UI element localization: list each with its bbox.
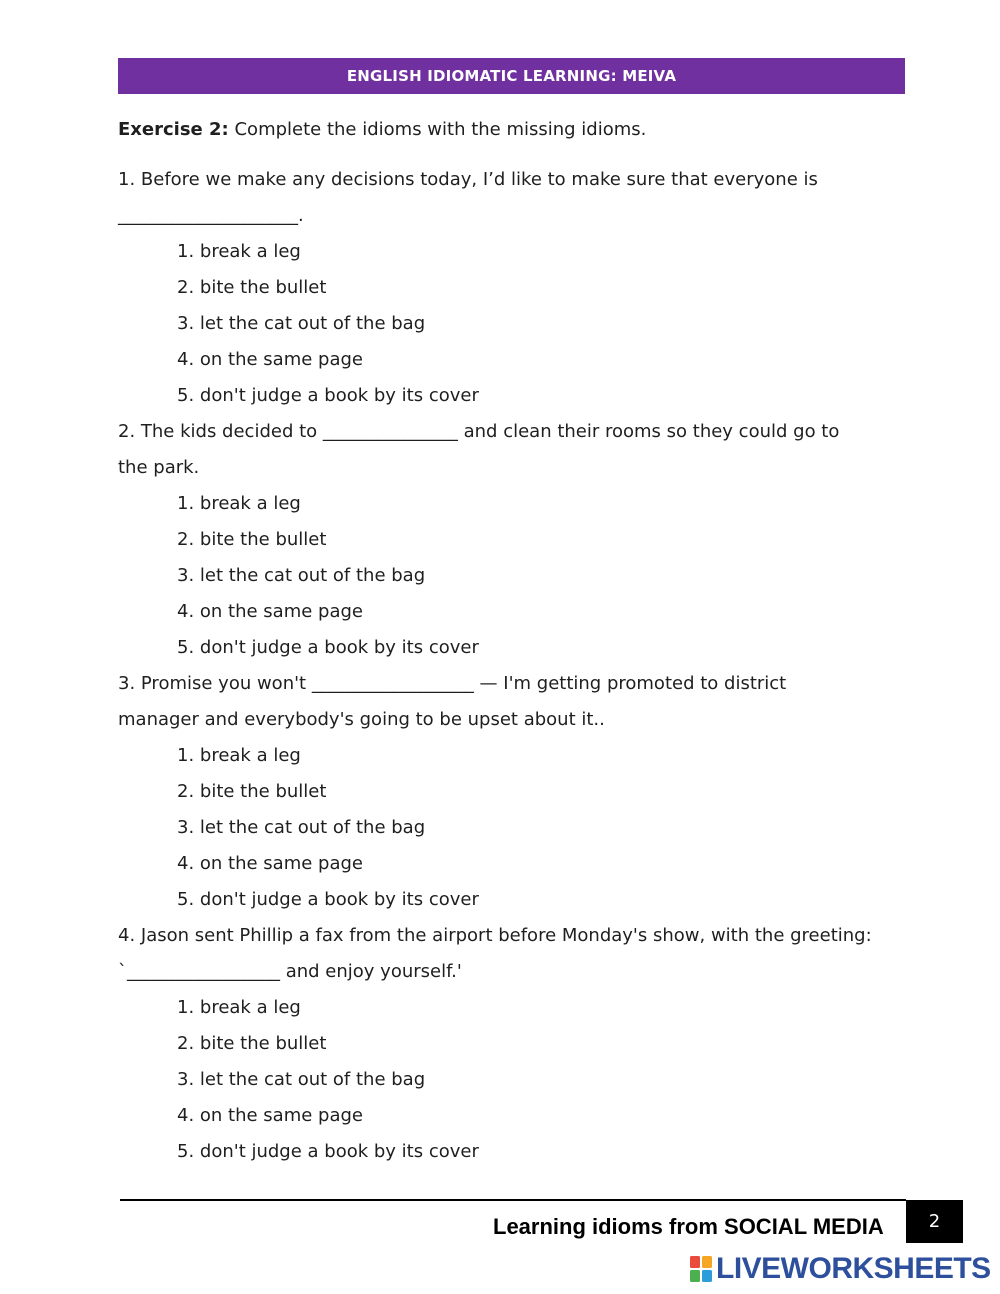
option-item[interactable]: 4. on the same page — [177, 349, 363, 370]
header-bar — [118, 58, 905, 94]
question-3 — [118, 666, 908, 918]
option-item[interactable]: 3. let the cat out of the bag — [177, 313, 426, 334]
liveworksheets-brand[interactable] — [690, 1252, 991, 1286]
question-text: 1. Before we make any decisions today, I’d like to make sure that everyone is — [118, 169, 818, 190]
footer-title: Learning idioms from SOCIAL MEDIA — [493, 1214, 884, 1239]
question-blank[interactable]: ____________________. — [118, 205, 304, 226]
logo-block — [702, 1256, 712, 1268]
logo-block — [702, 1270, 712, 1282]
question-text: 2. The kids decided to _______________ and clean their rooms so they could go to — [118, 421, 840, 442]
logo-block — [690, 1270, 700, 1282]
exercise-heading — [118, 112, 908, 148]
logo-block — [690, 1256, 700, 1268]
header-title: ENGLISH IDIOMATIC LEARNING: MEIVA — [346, 67, 677, 85]
option-item[interactable]: 1. break a leg — [177, 241, 301, 262]
question-text-cont: `_________________ and enjoy yourself.' — [118, 961, 462, 982]
option-item[interactable]: 1. break a leg — [177, 745, 301, 766]
option-item[interactable]: 5. don't judge a book by its cover — [177, 1141, 479, 1162]
page-number — [906, 1200, 963, 1243]
exercise-label: Exercise 2: — [118, 119, 229, 140]
page-number-label: 2 — [928, 1211, 941, 1232]
option-item[interactable]: 5. don't judge a book by its cover — [177, 889, 479, 910]
option-item[interactable]: 5. don't judge a book by its cover — [177, 385, 479, 406]
question-2 — [118, 414, 908, 666]
question-text-cont: the park. — [118, 457, 200, 478]
exercise-instruction: Complete the idioms with the missing idioms. — [234, 119, 647, 140]
question-text: 3. Promise you won't __________________ — I'm getting promoted to district — [118, 673, 787, 694]
option-item[interactable]: 2. bite the bullet — [177, 529, 327, 550]
option-item[interactable]: 3. let the cat out of the bag — [177, 565, 426, 586]
option-item[interactable]: 4. on the same page — [177, 601, 363, 622]
question-text: 4. Jason sent Phillip a fax from the airport before Monday's show, with the greeting: — [118, 925, 872, 946]
option-item[interactable]: 2. bite the bullet — [177, 781, 327, 802]
option-item[interactable]: 5. don't judge a book by its cover — [177, 637, 479, 658]
liveworksheets-wordmark: LIVEWORKSHEETS — [716, 1252, 991, 1285]
liveworksheets-logo-icon — [690, 1256, 712, 1282]
option-item[interactable]: 2. bite the bullet — [177, 1033, 327, 1054]
option-item[interactable]: 3. let the cat out of the bag — [177, 1069, 426, 1090]
footer-divider — [120, 1199, 906, 1201]
option-item[interactable]: 1. break a leg — [177, 997, 301, 1018]
question-4 — [118, 918, 908, 1170]
question-1 — [118, 162, 908, 414]
option-item[interactable]: 4. on the same page — [177, 853, 363, 874]
option-item[interactable]: 4. on the same page — [177, 1105, 363, 1126]
worksheet-content — [118, 112, 908, 1170]
option-item[interactable]: 3. let the cat out of the bag — [177, 817, 426, 838]
question-text-cont: manager and everybody's going to be upset about it.. — [118, 709, 605, 730]
option-item[interactable]: 1. break a leg — [177, 493, 301, 514]
option-item[interactable]: 2. bite the bullet — [177, 277, 327, 298]
